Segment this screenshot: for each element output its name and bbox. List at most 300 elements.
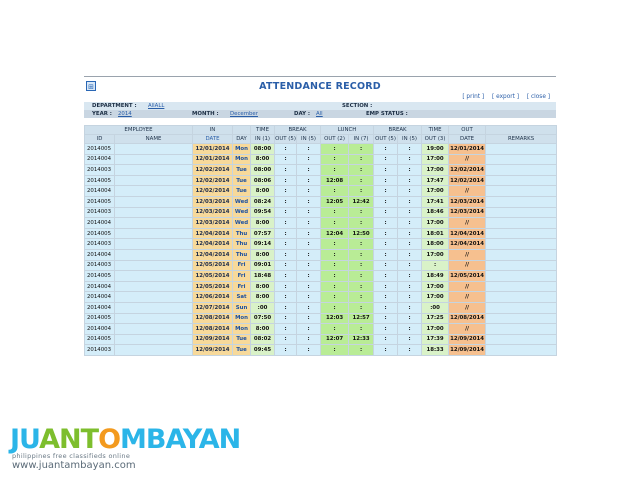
- row-date-in: 12/05/2014: [193, 281, 233, 292]
- group-header-time-out: TIME: [422, 126, 449, 135]
- col-header-break-out: OUT (5): [275, 136, 296, 142]
- row-break2-out: :: [374, 292, 398, 303]
- row-remarks: [486, 218, 557, 229]
- row-break2-in: :: [398, 186, 422, 197]
- row-id: 2014005: [85, 175, 115, 186]
- row-break2-out: :: [374, 345, 398, 356]
- row-time-out: :00: [422, 302, 449, 313]
- table-row[interactable]: [85, 324, 557, 335]
- row-remarks: [486, 334, 557, 345]
- table-row[interactable]: [85, 196, 557, 207]
- row-break2-in: :: [398, 292, 422, 303]
- row-time-in: 08:00: [251, 165, 275, 176]
- row-name: [115, 324, 193, 335]
- row-day: Tue: [233, 334, 251, 345]
- row-remarks: [486, 144, 557, 155]
- row-time-in: 08:00: [251, 144, 275, 155]
- row-break-out: :: [275, 292, 297, 303]
- row-date-out: 12/09/2014: [449, 334, 486, 345]
- row-id: 2014004: [85, 292, 115, 303]
- row-break-out: :: [275, 260, 297, 271]
- col-header-date-out: DATE: [449, 135, 486, 144]
- row-lunch-out: :: [321, 154, 349, 165]
- attendance-table: [84, 125, 557, 356]
- row-date-out: //: [449, 324, 486, 335]
- col-header-break2-in: IN (5): [398, 135, 422, 144]
- row-break-out: :: [275, 218, 297, 229]
- row-date-in: 12/09/2014: [193, 345, 233, 356]
- row-time-in: 09:14: [251, 239, 275, 250]
- row-break-in: :: [297, 144, 321, 155]
- row-lunch-out: :: [321, 281, 349, 292]
- row-date-in: 12/06/2014: [193, 292, 233, 303]
- row-break-out: :: [275, 313, 297, 324]
- row-day: Tue: [233, 186, 251, 197]
- row-day: Wed: [233, 207, 251, 218]
- row-lunch-out: :: [321, 249, 349, 260]
- table-row[interactable]: [85, 228, 557, 239]
- row-break2-in: :: [398, 271, 422, 282]
- row-id: 2014003: [85, 345, 115, 356]
- section-label: SECTION :: [342, 103, 373, 109]
- row-date-out: 12/09/2014: [449, 345, 486, 356]
- row-name: [115, 228, 193, 239]
- row-break2-in: :: [398, 249, 422, 260]
- row-break2-out: :: [374, 249, 398, 260]
- row-name: [115, 207, 193, 218]
- row-break-out: :: [275, 302, 297, 313]
- year-value[interactable]: 2014: [118, 111, 132, 117]
- row-time-out: 18:49: [422, 271, 449, 282]
- table-row[interactable]: [85, 292, 557, 303]
- row-date-out: 12/03/2014: [449, 207, 486, 218]
- table-row[interactable]: [85, 154, 557, 165]
- row-lunch-in: 12:57: [349, 313, 374, 324]
- row-time-out: 18:33: [422, 345, 449, 356]
- table-row[interactable]: [85, 186, 557, 197]
- row-remarks: [486, 196, 557, 207]
- row-time-out: 17:39: [422, 334, 449, 345]
- row-name: [115, 334, 193, 345]
- row-time-out: 17:25: [422, 313, 449, 324]
- row-break2-in: :: [398, 207, 422, 218]
- row-name: [115, 175, 193, 186]
- row-lunch-out: :: [321, 207, 349, 218]
- row-break-in: :: [297, 175, 321, 186]
- row-break-out: :: [275, 154, 297, 165]
- row-day: Tue: [233, 175, 251, 186]
- department-label: DEPARTMENT :: [92, 103, 137, 109]
- row-time-in: 8:00: [251, 292, 275, 303]
- row-break2-out: :: [374, 281, 398, 292]
- row-lunch-out: :: [321, 345, 349, 356]
- row-name: [115, 345, 193, 356]
- row-break-in: :: [297, 154, 321, 165]
- close-link[interactable]: [ close ]: [526, 94, 550, 100]
- row-date-out: //: [449, 154, 486, 165]
- row-break-in: :: [297, 186, 321, 197]
- row-lunch-out: :: [321, 292, 349, 303]
- row-lunch-out: :: [321, 271, 349, 282]
- top-divider: [84, 76, 556, 77]
- group-header-lunch: LUNCH: [321, 126, 374, 135]
- column-header-row: [85, 135, 557, 144]
- row-break2-out: :: [374, 175, 398, 186]
- row-break2-out: :: [374, 165, 398, 176]
- row-day: Sat: [233, 292, 251, 303]
- row-break-out: :: [275, 271, 297, 282]
- row-name: [115, 218, 193, 229]
- row-date-out: //: [449, 186, 486, 197]
- row-break-in: :: [297, 271, 321, 282]
- row-day: Mon: [233, 313, 251, 324]
- row-date-in: 12/01/2014: [193, 154, 233, 165]
- row-time-out: 17:00: [422, 186, 449, 197]
- row-day: Wed: [233, 218, 251, 229]
- table-row[interactable]: [85, 345, 557, 356]
- row-break-out: :: [275, 324, 297, 335]
- row-break-in: :: [297, 281, 321, 292]
- table-row[interactable]: [85, 334, 557, 345]
- row-date-out: //: [449, 249, 486, 260]
- table-row[interactable]: [85, 260, 557, 271]
- row-break2-in: :: [398, 218, 422, 229]
- row-id: 2014005: [85, 313, 115, 324]
- row-day: Sun: [233, 302, 251, 313]
- year-label: YEAR :: [92, 111, 112, 117]
- col-header-lunch-in: IN (7): [349, 135, 374, 144]
- export-link[interactable]: [ export ]: [492, 94, 520, 100]
- row-lunch-in: :: [349, 249, 374, 260]
- row-lunch-in: :: [349, 345, 374, 356]
- col-header-id: ID: [85, 135, 115, 144]
- row-date-in: 12/08/2014: [193, 324, 233, 335]
- row-day: Tue: [233, 345, 251, 356]
- row-time-out: 17:00: [422, 249, 449, 260]
- row-name: [115, 281, 193, 292]
- col-header-remarks: REMARKS: [486, 135, 557, 144]
- col-header-out3: OUT (3): [422, 135, 449, 144]
- row-name: [115, 186, 193, 197]
- row-remarks: [486, 271, 557, 282]
- row-break-out: :: [275, 345, 297, 356]
- row-break-in: :: [297, 334, 321, 345]
- attendance-rows: [85, 144, 557, 356]
- row-break-out: :: [275, 186, 297, 197]
- row-date-out: //: [449, 302, 486, 313]
- row-date-out: 12/05/2014: [449, 271, 486, 282]
- row-break2-in: :: [398, 228, 422, 239]
- row-break-in: :: [297, 292, 321, 303]
- row-time-in: 09:45: [251, 345, 275, 356]
- row-break-out: :: [275, 196, 297, 207]
- row-time-in: 09:54: [251, 207, 275, 218]
- row-lunch-in: :: [349, 165, 374, 176]
- group-header-employee: EMPLOYEE: [85, 126, 193, 135]
- row-date-out: 12/04/2014: [449, 239, 486, 250]
- row-lunch-in: 12:50: [349, 228, 374, 239]
- row-name: [115, 260, 193, 271]
- col-header-break2-out: OUT (5): [375, 136, 396, 142]
- group-header-out: OUT: [449, 126, 486, 135]
- row-date-out: //: [449, 218, 486, 229]
- row-date-out: 12/08/2014: [449, 313, 486, 324]
- row-name: [115, 196, 193, 207]
- group-header-break-2: BREAK: [374, 126, 422, 135]
- table-row[interactable]: [85, 175, 557, 186]
- row-remarks: [486, 249, 557, 260]
- row-date-in: 12/09/2014: [193, 334, 233, 345]
- filter-row-1: [84, 102, 556, 110]
- row-time-in: 8:00: [251, 218, 275, 229]
- group-header-time: TIME: [251, 126, 275, 135]
- row-date-out: 12/01/2014: [449, 144, 486, 155]
- table-row[interactable]: [85, 144, 557, 155]
- row-time-in: 09:01: [251, 260, 275, 271]
- row-time-in: 08:24: [251, 196, 275, 207]
- row-break-in: :: [297, 239, 321, 250]
- row-date-out: 12/03/2014: [449, 196, 486, 207]
- row-break2-in: :: [398, 281, 422, 292]
- row-date-in: 12/04/2014: [193, 228, 233, 239]
- action-links: [456, 94, 550, 100]
- row-time-in: 08:02: [251, 334, 275, 345]
- row-break-out: :: [275, 239, 297, 250]
- row-id: 2014004: [85, 249, 115, 260]
- filter-row-2: [84, 110, 556, 118]
- row-break2-in: :: [398, 165, 422, 176]
- row-break-in: :: [297, 196, 321, 207]
- table-row[interactable]: [85, 281, 557, 292]
- row-date-in: 12/07/2014: [193, 302, 233, 313]
- row-id: 2014004: [85, 302, 115, 313]
- row-remarks: [486, 324, 557, 335]
- row-time-out: 18:46: [422, 207, 449, 218]
- row-day: Fri: [233, 271, 251, 282]
- row-lunch-in: :: [349, 292, 374, 303]
- row-break2-in: :: [398, 313, 422, 324]
- row-break2-out: :: [374, 324, 398, 335]
- row-date-in: 12/03/2014: [193, 218, 233, 229]
- col-header-in1: IN (1): [251, 135, 275, 144]
- row-lunch-in: :: [349, 175, 374, 186]
- row-time-out: 18:01: [422, 228, 449, 239]
- table-row[interactable]: [85, 207, 557, 218]
- row-lunch-in: :: [349, 154, 374, 165]
- row-break2-out: :: [374, 154, 398, 165]
- row-day: Fri: [233, 260, 251, 271]
- watermark-wordmark: JUANTOMBAYAN: [10, 424, 241, 455]
- row-time-out: 17:47: [422, 175, 449, 186]
- row-day: Fri: [233, 281, 251, 292]
- table-row[interactable]: [85, 239, 557, 250]
- row-break-in: :: [297, 302, 321, 313]
- department-value[interactable]: AllALL: [148, 103, 165, 109]
- row-date-out: 12/02/2014: [449, 165, 486, 176]
- row-time-out: 17:00: [422, 292, 449, 303]
- row-name: [115, 154, 193, 165]
- day-value[interactable]: All: [316, 111, 323, 117]
- row-break-in: :: [297, 324, 321, 335]
- row-date-in: 12/08/2014: [193, 313, 233, 324]
- row-remarks: [486, 207, 557, 218]
- emp-status-label: EMP STATUS :: [366, 111, 408, 117]
- row-break2-in: :: [398, 196, 422, 207]
- row-break-out: :: [275, 228, 297, 239]
- row-time-in: 07:50: [251, 313, 275, 324]
- table-row[interactable]: [85, 165, 557, 176]
- col-header-name: NAME: [115, 135, 193, 144]
- row-remarks: [486, 165, 557, 176]
- row-date-out: //: [449, 260, 486, 271]
- row-break-out: :: [275, 207, 297, 218]
- month-label: MONTH :: [192, 111, 219, 117]
- row-name: [115, 144, 193, 155]
- row-time-out: 18:00: [422, 239, 449, 250]
- row-date-in: 12/01/2014: [193, 144, 233, 155]
- row-lunch-out: :: [321, 260, 349, 271]
- row-name: [115, 292, 193, 303]
- app-logo-icon: ⊞: [86, 81, 96, 91]
- row-break2-out: :: [374, 196, 398, 207]
- month-value[interactable]: December: [230, 111, 258, 117]
- row-remarks: [486, 313, 557, 324]
- row-time-out: 17:00: [422, 154, 449, 165]
- col-header-lunch-out: OUT (2): [321, 135, 349, 144]
- row-remarks: [486, 345, 557, 356]
- row-id: 2014004: [85, 324, 115, 335]
- row-id: 2014005: [85, 228, 115, 239]
- group-header-break: BREAK: [275, 126, 321, 135]
- row-day: Mon: [233, 144, 251, 155]
- row-time-in: 8:00: [251, 324, 275, 335]
- row-break-in: :: [297, 228, 321, 239]
- row-lunch-in: 12:33: [349, 334, 374, 345]
- row-name: [115, 313, 193, 324]
- row-date-out: 12/04/2014: [449, 228, 486, 239]
- row-date-in: 12/05/2014: [193, 271, 233, 282]
- row-id: 2014005: [85, 196, 115, 207]
- row-remarks: [486, 175, 557, 186]
- column-group-header-row: [85, 126, 557, 135]
- row-remarks: [486, 302, 557, 313]
- row-break-out: :: [275, 165, 297, 176]
- row-lunch-out: :: [321, 165, 349, 176]
- row-day: Mon: [233, 324, 251, 335]
- row-date-in: 12/03/2014: [193, 196, 233, 207]
- row-date-in: 12/04/2014: [193, 249, 233, 260]
- row-break2-out: :: [374, 218, 398, 229]
- attendance-panel: [84, 76, 556, 382]
- row-break2-out: :: [374, 271, 398, 282]
- row-break2-in: :: [398, 334, 422, 345]
- row-id: 2014004: [85, 154, 115, 165]
- table-row[interactable]: [85, 249, 557, 260]
- row-date-in: 12/04/2014: [193, 239, 233, 250]
- row-lunch-in: :: [349, 271, 374, 282]
- row-day: Mon: [233, 154, 251, 165]
- row-id: 2014005: [85, 334, 115, 345]
- row-day: Thu: [233, 228, 251, 239]
- row-time-in: 8:00: [251, 249, 275, 260]
- row-remarks: [486, 292, 557, 303]
- row-id: 2014003: [85, 260, 115, 271]
- row-date-in: 12/03/2014: [193, 207, 233, 218]
- row-time-out: 19:00: [422, 144, 449, 155]
- row-time-in: 8:00: [251, 186, 275, 197]
- row-break-in: :: [297, 249, 321, 260]
- row-time-out: 17:00: [422, 281, 449, 292]
- row-break2-in: :: [398, 345, 422, 356]
- row-lunch-in: :: [349, 324, 374, 335]
- print-link[interactable]: [ print ]: [462, 94, 485, 100]
- row-time-in: 08:06: [251, 175, 275, 186]
- row-time-out: 17:00: [422, 324, 449, 335]
- row-day: Tue: [233, 165, 251, 176]
- watermark-tagline: philippines free classifieds online: [12, 452, 131, 460]
- table-row[interactable]: [85, 313, 557, 324]
- row-break-in: :: [297, 165, 321, 176]
- row-lunch-in: :: [349, 260, 374, 271]
- row-day: Wed: [233, 196, 251, 207]
- row-lunch-in: :: [349, 302, 374, 313]
- row-break2-out: :: [374, 313, 398, 324]
- row-date-out: //: [449, 281, 486, 292]
- row-lunch-out: 12:08: [321, 175, 349, 186]
- row-break2-in: :: [398, 260, 422, 271]
- row-lunch-in: :: [349, 218, 374, 229]
- row-remarks: [486, 239, 557, 250]
- row-break2-in: :: [398, 154, 422, 165]
- row-day: Thu: [233, 249, 251, 260]
- row-break2-in: :: [398, 302, 422, 313]
- table-row[interactable]: [85, 218, 557, 229]
- row-id: 2014004: [85, 186, 115, 197]
- col-header-day: DAY: [233, 135, 251, 144]
- row-id: 2014005: [85, 144, 115, 155]
- row-break2-in: :: [398, 239, 422, 250]
- table-row[interactable]: [85, 271, 557, 282]
- row-remarks: [486, 154, 557, 165]
- row-lunch-in: :: [349, 186, 374, 197]
- row-remarks: [486, 260, 557, 271]
- row-break2-out: :: [374, 207, 398, 218]
- col-header-date-in[interactable]: DATE: [193, 135, 233, 144]
- table-row[interactable]: [85, 302, 557, 313]
- watermark-url: www.juantambayan.com: [12, 460, 136, 471]
- row-lunch-in: :: [349, 207, 374, 218]
- row-break-out: :: [275, 175, 297, 186]
- row-break-in: :: [297, 218, 321, 229]
- row-break2-out: :: [374, 239, 398, 250]
- row-lunch-out: :: [321, 218, 349, 229]
- row-date-in: 12/02/2014: [193, 175, 233, 186]
- group-header-in: IN: [193, 126, 233, 135]
- row-break2-out: :: [374, 144, 398, 155]
- row-time-in: 8:00: [251, 281, 275, 292]
- row-id: 2014003: [85, 165, 115, 176]
- row-date-out: 12/02/2014: [449, 175, 486, 186]
- row-lunch-out: :: [321, 186, 349, 197]
- row-lunch-in: :: [349, 239, 374, 250]
- row-lunch-out: 12:04: [321, 228, 349, 239]
- row-time-out: :: [422, 260, 449, 271]
- row-lunch-out: :: [321, 239, 349, 250]
- row-break2-in: :: [398, 144, 422, 155]
- row-time-in: 07:57: [251, 228, 275, 239]
- row-remarks: [486, 281, 557, 292]
- row-name: [115, 239, 193, 250]
